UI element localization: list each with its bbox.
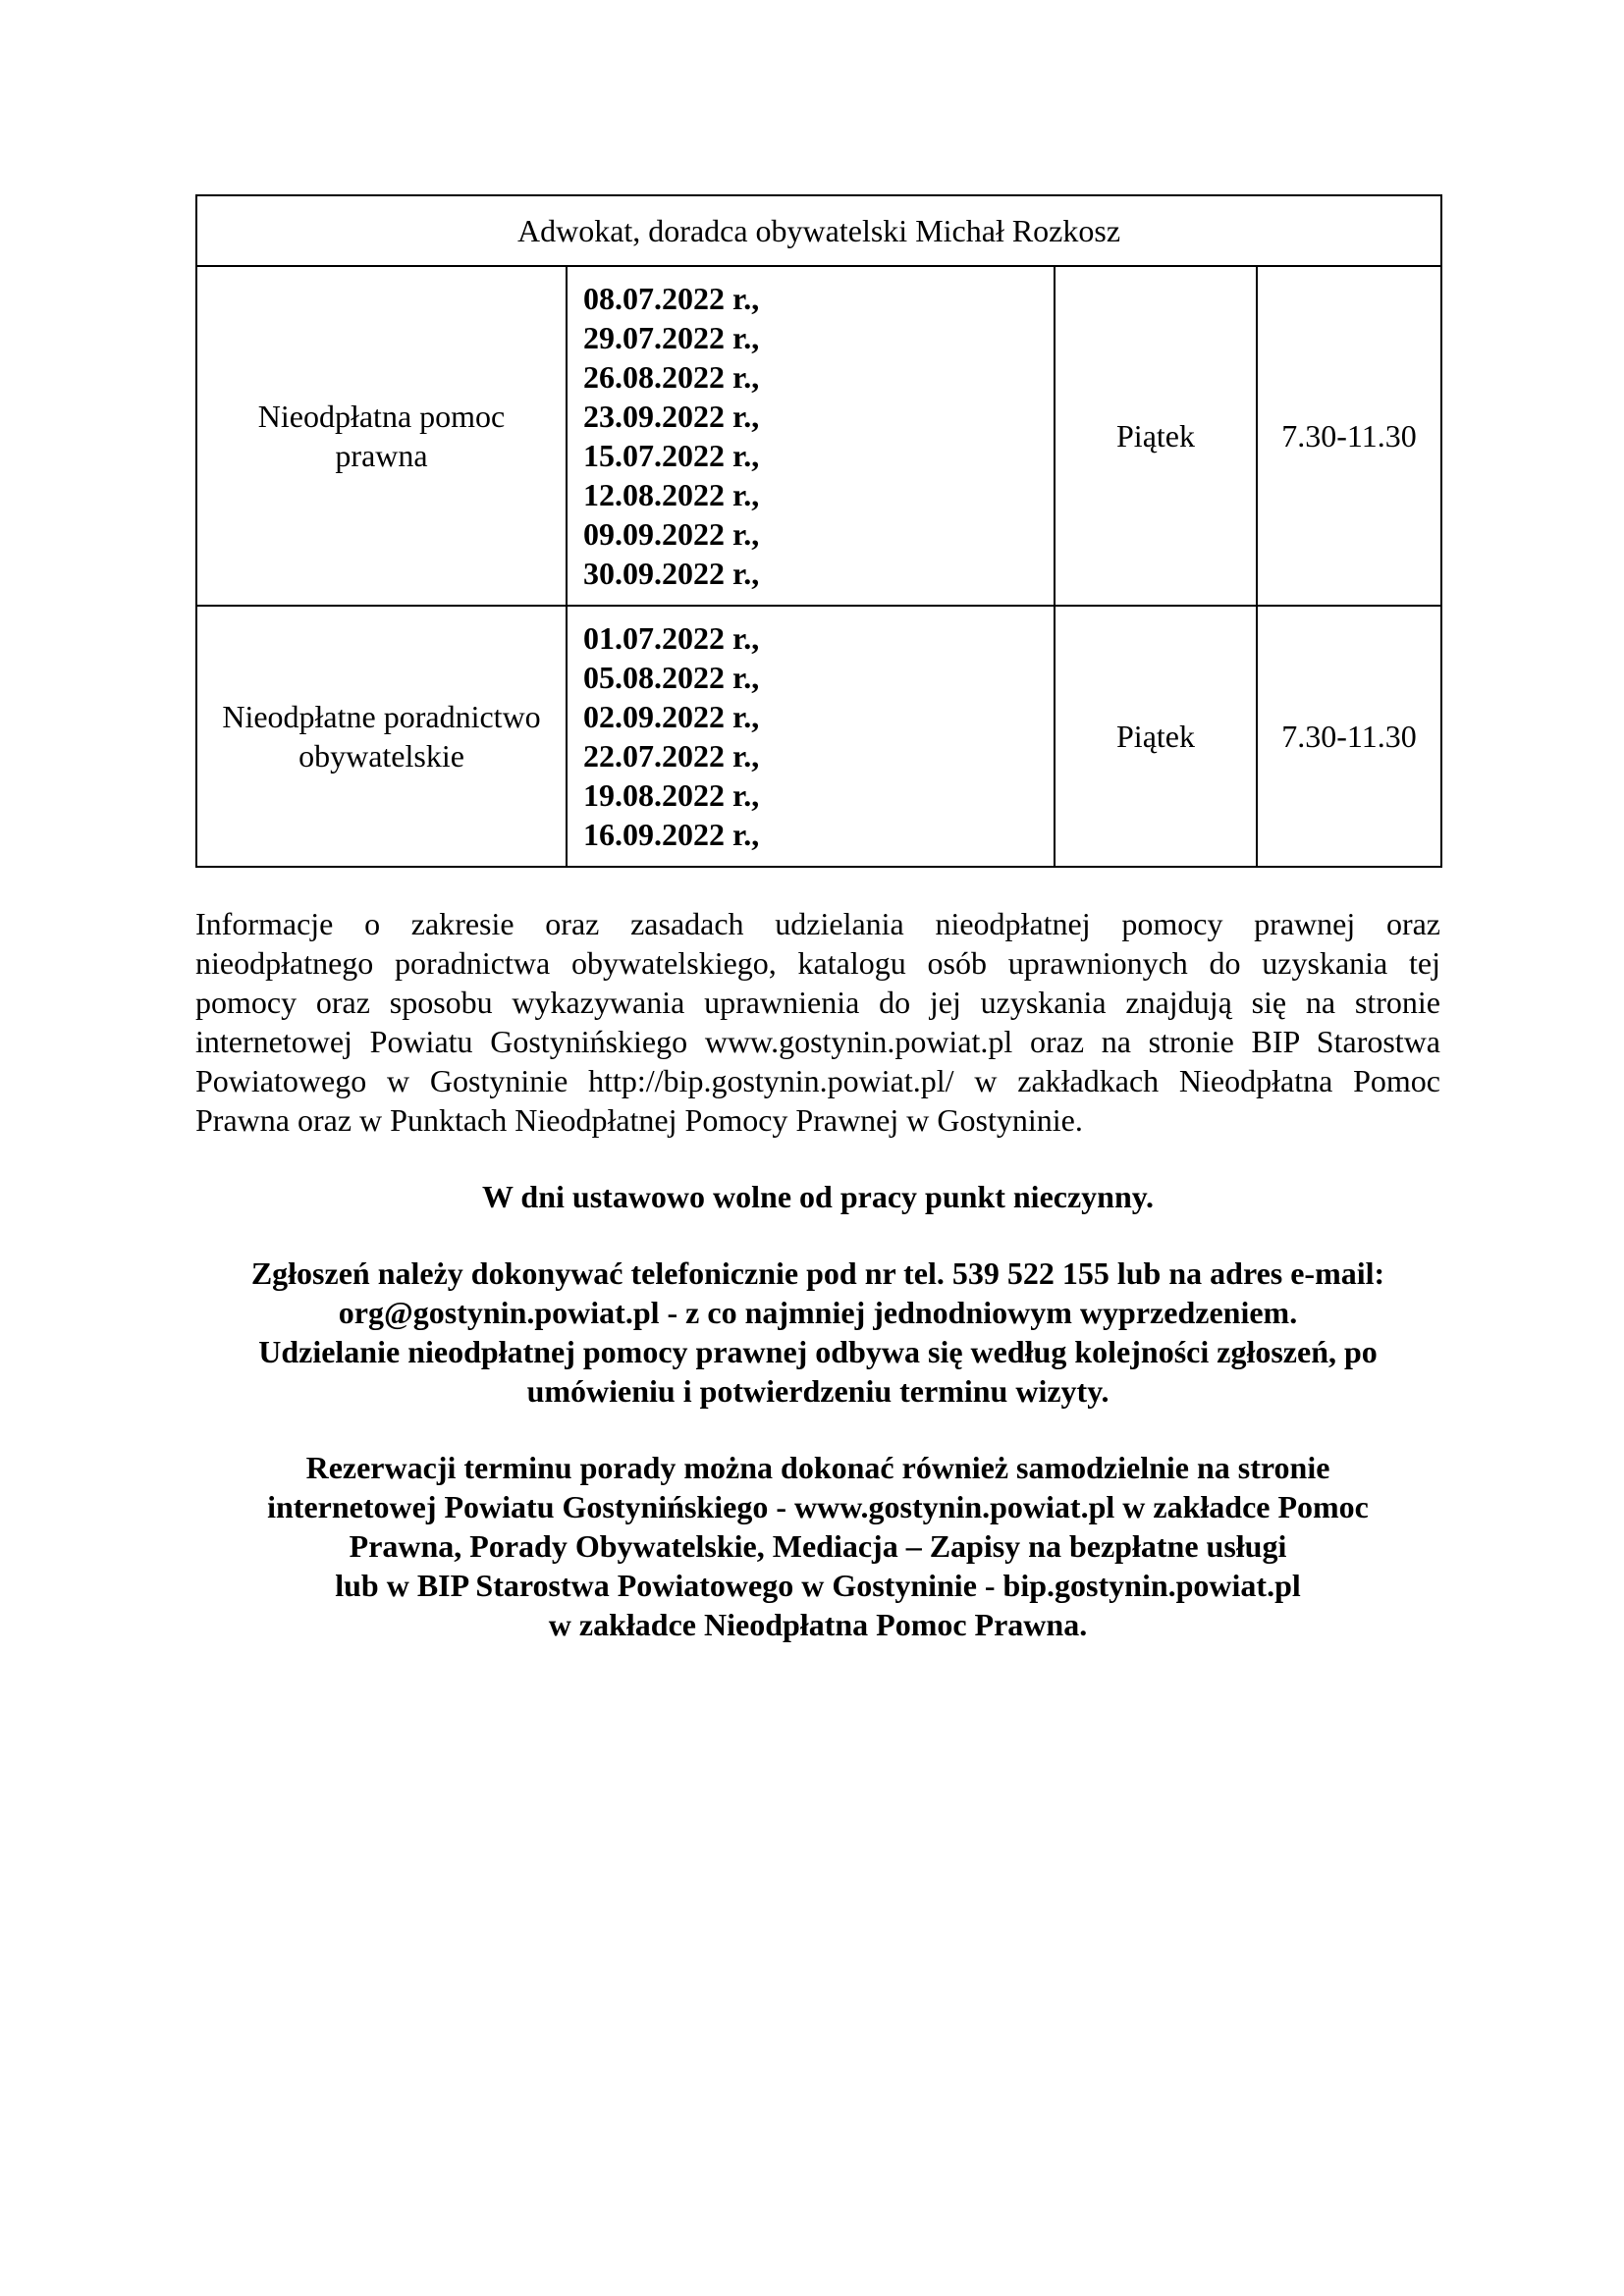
service-line: prawna: [335, 438, 428, 473]
weekday-cell: Piątek: [1055, 266, 1257, 606]
info-line: Prawna oraz w Punktach Nieodpłatnej Pomocy Prawnej w Gostyninie.: [195, 1102, 1083, 1138]
closed-notice: W dni ustawowo wolne od pracy punkt nieczynny.: [482, 1179, 1154, 1214]
reservation-line: Prawna, Porady Obywatelskie, Mediacja – Zapisy na bezpłatne usługi: [349, 1528, 1287, 1564]
service-name: [196, 266, 567, 606]
contact-line: Zgłoszeń należy dokonywać telefonicznie pod nr tel. 539 522 155 lub na adres e-mail:: [250, 1255, 1385, 1291]
date-entry: 16.09.2022 r.,: [583, 817, 760, 852]
document-page: [195, 194, 1440, 1644]
info-line: internetowej Powiatu Gostynińskiego www.gostynin.powiat.pl oraz na stronie BIP Starostwa: [195, 1024, 1440, 1059]
dates-column-left: [583, 279, 840, 436]
date-entry: 12.08.2022 r.,: [583, 477, 760, 512]
service-line: Nieodpłatna pomoc: [257, 399, 506, 434]
date-entry: 22.07.2022 r.,: [583, 738, 760, 774]
service-line: obywatelskie: [298, 738, 464, 774]
date-entry: 15.07.2022 r.,: [583, 438, 760, 473]
schedule-table: [195, 194, 1442, 868]
table-row: [196, 606, 1441, 867]
date-entry: 05.08.2022 r.,: [583, 660, 760, 695]
dates-cell: [567, 606, 1055, 867]
reservation-line: Rezerwacji terminu porady można dokonać również samodzielnie na stronie: [305, 1450, 1330, 1485]
weekday-cell: Piątek: [1055, 606, 1257, 867]
service-line: Nieodpłatne poradnictwo: [222, 699, 541, 734]
info-line: Powiatowego w Gostyninie http://bip.gostynin.powiat.pl/ w zakładkach Nieodpłatna Pomoc: [195, 1063, 1440, 1098]
hours-cell: 7.30-11.30: [1257, 266, 1441, 606]
service-name: [196, 606, 567, 867]
info-line: Informacje o zakresie oraz zasadach udzielania nieodpłatnej pomocy prawnej oraz: [195, 906, 1440, 941]
date-entry: 23.09.2022 r.,: [583, 399, 760, 434]
dates-column-right: [583, 436, 840, 593]
dates-column-right: [583, 736, 840, 854]
info-line: pomocy oraz sposobu wykazywania uprawnienia do jej uzyskania znajdują się na stronie: [195, 985, 1440, 1020]
contact-paragraph: [195, 1254, 1440, 1411]
date-entry: 30.09.2022 r.,: [583, 556, 760, 591]
info-paragraph: [195, 904, 1440, 1140]
date-entry: 09.09.2022 r.,: [583, 516, 760, 552]
table-row: [196, 266, 1441, 606]
reservation-paragraph: [195, 1448, 1440, 1644]
table-header: Adwokat, doradca obywatelski Michał Rozkosz: [196, 195, 1441, 266]
contact-line: org@gostynin.powiat.pl - z co najmniej jednodniowym wyprzedzeniem.: [338, 1295, 1298, 1330]
reservation-line: w zakładce Nieodpłatna Pomoc Prawna.: [548, 1607, 1088, 1642]
date-entry: 26.08.2022 r.,: [583, 359, 760, 395]
date-entry: 19.08.2022 r.,: [583, 777, 760, 813]
date-entry: 29.07.2022 r.,: [583, 320, 760, 355]
reservation-line: internetowej Powiatu Gostynińskiego - www.gostynin.powiat.pl w zakładce Pomoc: [267, 1489, 1369, 1524]
date-entry: 08.07.2022 r.,: [583, 281, 760, 316]
date-entry: 02.09.2022 r.,: [583, 699, 760, 734]
info-line: nieodpłatnego poradnictwa obywatelskiego, katalogu osób uprawnionych do uzyskania tej: [195, 945, 1440, 981]
contact-line: Udzielanie nieodpłatnej pomocy prawnej odbywa się według kolejności zgłoszeń, po: [258, 1334, 1378, 1369]
dates-column-left: [583, 618, 840, 736]
dates-cell: [567, 266, 1055, 606]
hours-cell: 7.30-11.30: [1257, 606, 1441, 867]
date-entry: 01.07.2022 r.,: [583, 620, 760, 656]
reservation-line: lub w BIP Starostwa Powiatowego w Gostyninie - bip.gostynin.powiat.pl: [335, 1568, 1301, 1603]
contact-line: umówieniu i potwierdzeniu terminu wizyty.: [526, 1373, 1110, 1409]
